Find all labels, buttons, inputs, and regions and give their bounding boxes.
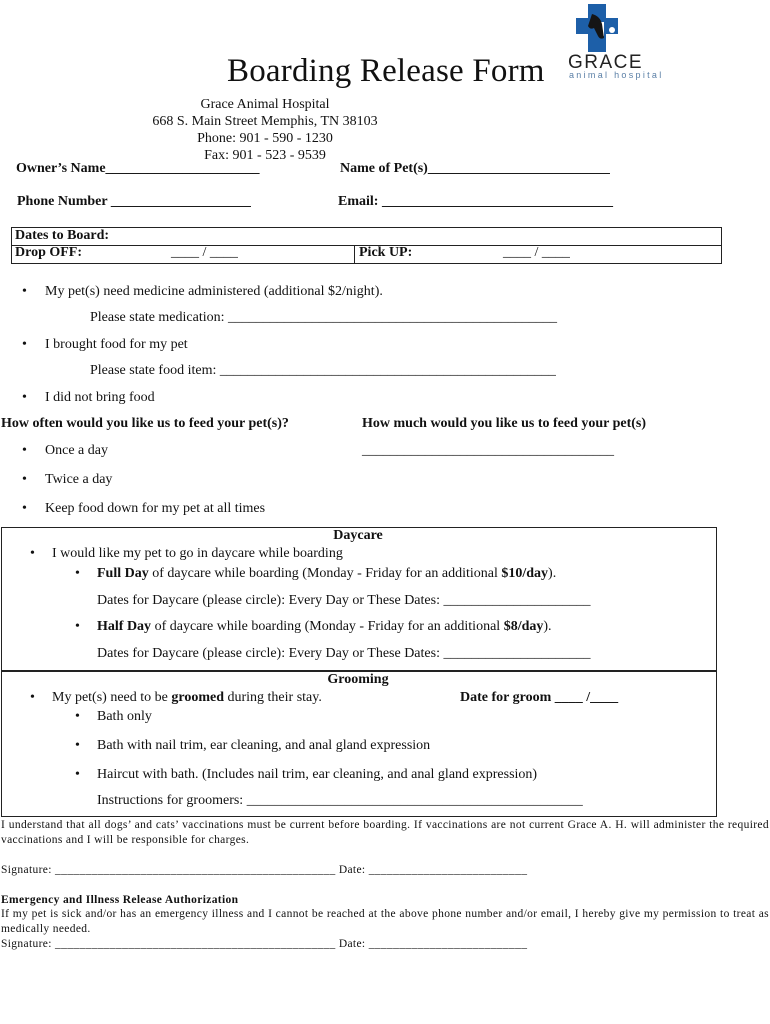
bullet-icon: • — [75, 619, 80, 634]
no-food-option[interactable]: I did not bring food — [45, 390, 155, 405]
half-day-option[interactable]: Half Day of daycare while boarding (Monday - Friday for an additional $8/day). — [97, 619, 552, 634]
drop-off-date-field[interactable]: ____ / ____ — [171, 245, 238, 260]
half-day-dates-field[interactable]: Dates for Daycare (please circle): Every Day or These Dates: _____________________ — [97, 646, 591, 661]
logo-subtext: animal hospital — [569, 70, 664, 80]
grooming-heading: Grooming — [327, 672, 389, 687]
clinic-info — [140, 96, 390, 164]
bullet-icon: • — [75, 738, 80, 753]
signature-line-2[interactable]: Signature: ______________________________________________ Date: __________________________ — [1, 938, 528, 950]
bullet-icon: • — [30, 690, 35, 705]
bullet-icon: • — [75, 566, 80, 581]
bullet-icon: • — [22, 337, 27, 352]
bath-nail-option[interactable]: Bath with nail trim, ear cleaning, and anal gland expression — [97, 738, 431, 753]
logo-text: GRACE — [568, 52, 644, 73]
medicine-option[interactable]: My pet(s) need medicine administered (additional $2/night). — [45, 284, 383, 299]
how-much-field[interactable]: ____________________________________ — [362, 443, 614, 458]
signature-line-1[interactable]: Signature: ______________________________________________ Date: __________________________ — [1, 864, 528, 876]
full-day-option[interactable]: Full Day of daycare while boarding (Monday - Friday for an additional $10/day). — [97, 566, 557, 581]
bullet-icon: • — [22, 390, 27, 405]
bath-only-option[interactable]: Bath only — [97, 709, 152, 724]
pet-name-field[interactable]: Name of Pet(s)__________________________ — [340, 161, 610, 176]
grooming-intro[interactable]: My pet(s) need to be groomed during their stay. — [52, 690, 322, 705]
pick-up-label: Pick UP: — [359, 245, 413, 260]
clinic-fax: Fax: 901 - 523 - 9539 — [204, 148, 326, 163]
how-much-heading: How much would you like us to feed your pet(s) — [362, 416, 647, 431]
vaccination-statement: I understand that all dogs’ and cats’ vaccinations must be current before boarding. If vaccinations are not current Grace A. H. will administer the required vaccinations and I will be responsible for charges. — [1, 819, 769, 846]
bullet-icon: • — [22, 501, 27, 516]
clinic-phone: Phone: 901 - 590 - 1230 — [197, 131, 333, 146]
medication-field[interactable]: Please state medication: _______________________________________________ — [90, 310, 558, 325]
haircut-option[interactable]: Haircut with bath. (Includes nail trim, ear cleaning, and anal gland expression) — [97, 767, 538, 782]
date-for-groom-field[interactable]: Date for groom ____ /____ — [460, 690, 619, 705]
emergency-heading: Emergency and Illness Release Authorization — [1, 894, 239, 906]
owner-name-field[interactable]: Owner’s Name______________________ — [16, 161, 260, 176]
bullet-icon: • — [30, 546, 35, 561]
phone-number-field[interactable]: Phone Number ____________________ — [17, 194, 251, 209]
dates-to-board-box — [11, 227, 722, 264]
bullet-icon: • — [22, 284, 27, 299]
daycare-intro: I would like my pet to go in daycare while boarding — [52, 546, 343, 561]
pick-up-date-field[interactable]: ____ / ____ — [503, 245, 570, 260]
drop-off-label: Drop OFF: — [15, 245, 83, 260]
bullet-icon: • — [22, 472, 27, 487]
bullet-icon: • — [75, 709, 80, 724]
bullet-icon: • — [22, 443, 27, 458]
bullet-icon: • — [75, 767, 80, 782]
clinic-name: Grace Animal Hospital — [200, 97, 330, 112]
groomer-instructions-field[interactable]: Instructions for groomers: ________________________________________________ — [97, 793, 583, 808]
dates-row — [12, 245, 721, 264]
keep-food-down-option[interactable]: Keep food down for my pet at all times — [45, 501, 266, 516]
how-often-heading: How often would you like us to feed your pet(s)? — [1, 416, 289, 431]
dates-to-board-label: Dates to Board: — [15, 228, 110, 243]
email-field[interactable]: Email: _________________________________ — [338, 194, 613, 209]
twice-a-day-option[interactable]: Twice a day — [45, 472, 113, 487]
brought-food-option[interactable]: I brought food for my pet — [45, 337, 188, 352]
emergency-statement: If my pet is sick and/or has an emergency illness and I cannot be reached at the above phone number and/or email, I hereby give my permission to treat as medically needed. — [1, 908, 769, 935]
form-title: Boarding Release Form — [227, 53, 545, 89]
once-a-day-option[interactable]: Once a day — [45, 443, 108, 458]
full-day-dates-field[interactable]: Dates for Daycare (please circle): Every Day or These Dates: _____________________ — [97, 593, 591, 608]
clinic-address: 668 S. Main Street Memphis, TN 38103 — [152, 114, 378, 129]
food-item-field[interactable]: Please state food item: ________________________________________________ — [90, 363, 556, 378]
daycare-heading: Daycare — [333, 528, 383, 543]
